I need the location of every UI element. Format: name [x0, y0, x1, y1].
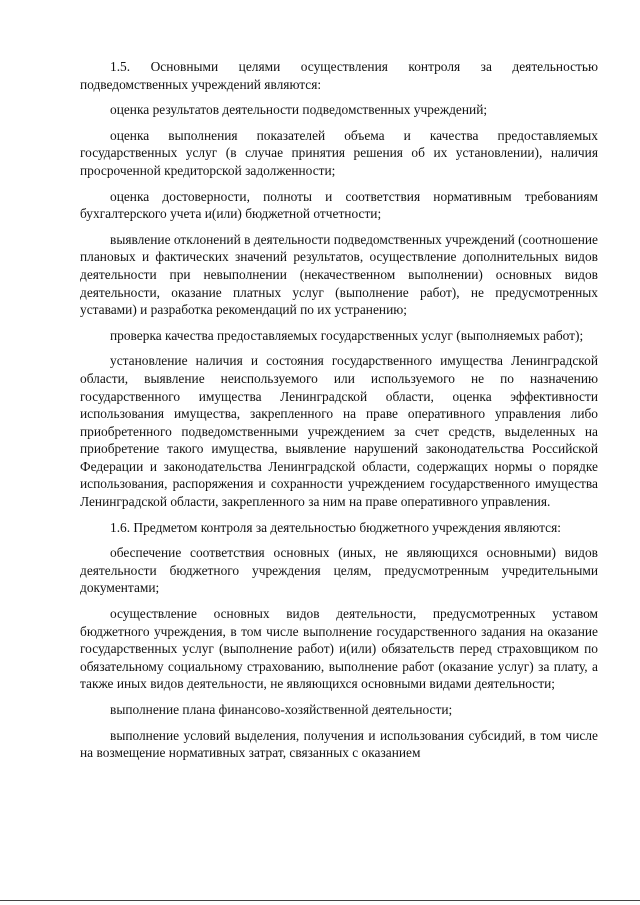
paragraph-quality-check: проверка качества предоставляемых государственных услуг (выполняемых работ); [110, 327, 584, 343]
paragraph-1-5-intro: 1.5. Основными целями осуществления контроля за деятельностью подведомственных учреждений являются: [80, 59, 598, 92]
paragraph-main-activities: осуществление основных видов деятельности, предусмотренных уставом бюджетного учреждения, в том числе выполнение государственного задания на оказание государственных услуг (выполнение работ) и(или) обязательств перед страховщиком по обязательному социальному страхованию, выполнение работ (оказание услуг) за плату, а также иных видов деятельности, не являющихся основными видами деятельности; [80, 606, 598, 692]
paragraph-results-assessment: оценка результатов деятельности подведомственных учреждений; [110, 102, 488, 118]
page-bottom-edge [0, 900, 640, 901]
paragraph-subsidies: выполнение условий выделения, получения и использования субсидий, в том числе на возмещение нормативных затрат, связанных с оказанием [80, 727, 598, 761]
document-body [80, 58, 598, 770]
paragraph-financial-plan: выполнение плана финансово-хозяйственной деятельности; [110, 702, 453, 717]
paragraph-deviation-detection: выявление отклонений в деятельности подведомственных учреждений (соотношение плановых и фактических значений результатов, осуществление дополнительных видов деятельности при невыполнении (некачественном выполнении) основных видов деятельности, оказание платных услуг (выполнение работ), не предусмотренных уставами) и разработка рекомендаций по их устранению; [80, 231, 598, 318]
paragraph-reliability-assessment: оценка достоверности, полноты и соответствия нормативным требованиям бухгалтерского учета и(или) бюджетной отчетности; [80, 188, 598, 222]
paragraph-compliance: обеспечение соответствия основных (иных, не являющихся основными) видов деятельности бюджетного учреждения целям, предусмотренным учредительными документами; [80, 545, 598, 596]
paragraph-1-6-intro: 1.6. Предметом контроля за деятельностью бюджетного учреждения являются: [110, 519, 561, 535]
paragraph-indicators-assessment: оценка выполнения показателей объема и качества предоставляемых государственных услуг (в случае принятия решения об их установлении), наличия просроченной кредиторской задолженности; [80, 127, 598, 178]
paragraph-property-establishment: установление наличия и состояния государственного имущества Ленинградской области, выявление неиспользуемого или используемого не по назначению государственного имущества Ленинградской области, оценка эффективности использования имущества, закрепленного на праве оперативного управления либо приобретенного подведомственными учреждением за счет средств, выделенных на приобретение такого имущества, выявление нарушений законодательства Российской Федерации и законодательства Ленинградской области, содержащих нормы о порядке использования, распоряжения и сохранности учреждением государственного имущества Ленинградской области, закрепленного за ним на праве оперативного управления. [80, 353, 598, 510]
